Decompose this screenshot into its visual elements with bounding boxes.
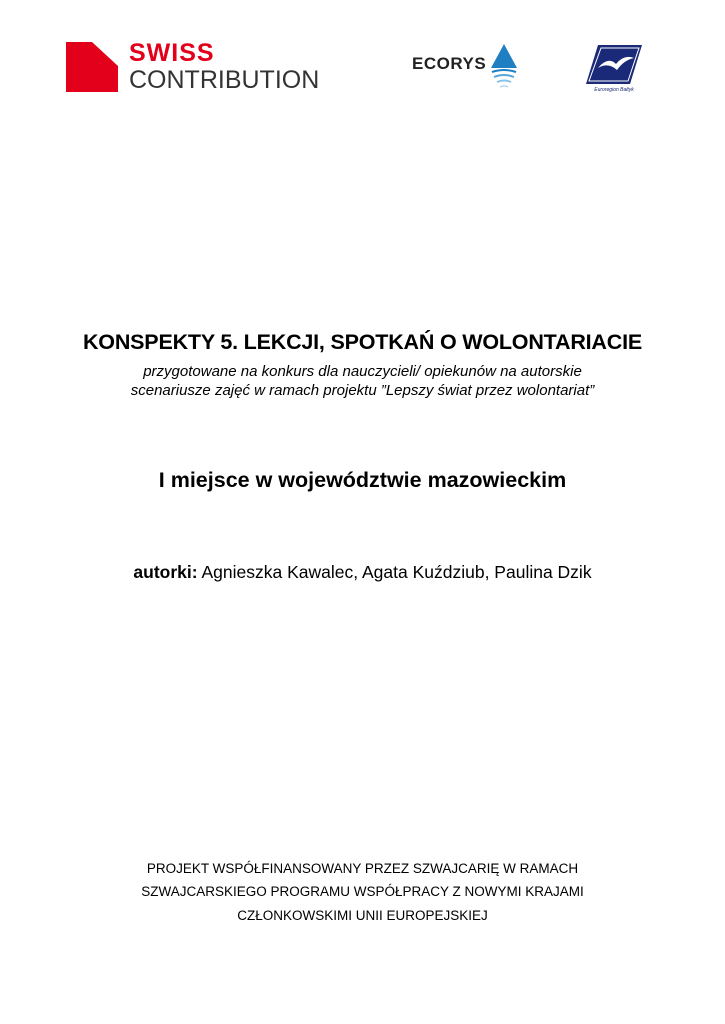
swiss-logo-text: SWISS [129, 39, 215, 67]
euroregion-baltyk-logo [584, 44, 644, 94]
euroregion-caption [584, 84, 644, 94]
footer-line1: PROJEKT WSPÓŁFINANSOWANY PRZEZ SZWAJCARIĘ W RAMACH [146, 861, 579, 876]
document-title: KONSPEKTY 5. LEKCJI, SPOTKAŃ O WOLONTARIACIE [82, 330, 642, 354]
document-subtitle-line1: przygotowane na konkurs dla nauczycieli/ opiekunów na autorskie [143, 363, 582, 380]
swiss-contribution-logo [66, 39, 326, 94]
ecorys-triangle-icon [489, 44, 519, 94]
award-place: I miejsce w województwie mazowieckim [158, 468, 567, 492]
swiss-cross-icon [66, 42, 118, 92]
footer-line2: SZWAJCARSKIEGO PROGRAMU WSPÓŁPRACY Z NOWYMI KRAJAMI [141, 884, 584, 899]
footer-line3: CZŁONKOWSKIMI UNII EUROPEJSKIEJ [237, 908, 488, 923]
contribution-logo-text: CONTRIBUTION [129, 66, 320, 94]
authors-line [0, 562, 725, 583]
authors-names: Agnieszka Kawalec, Agata Kuździub, Paulina Dzik [197, 562, 592, 582]
ecorys-logo-text: ECORYS [412, 54, 487, 73]
svg-text:Euroregion Bałtyk: Euroregion Bałtyk [594, 87, 634, 93]
ecorys-logo [412, 44, 522, 94]
authors-label: autorki: [133, 562, 198, 582]
document-subtitle-line2: scenariusze zajęć w ramach projektu ”Lepszy świat przez wolontariat” [130, 382, 595, 399]
